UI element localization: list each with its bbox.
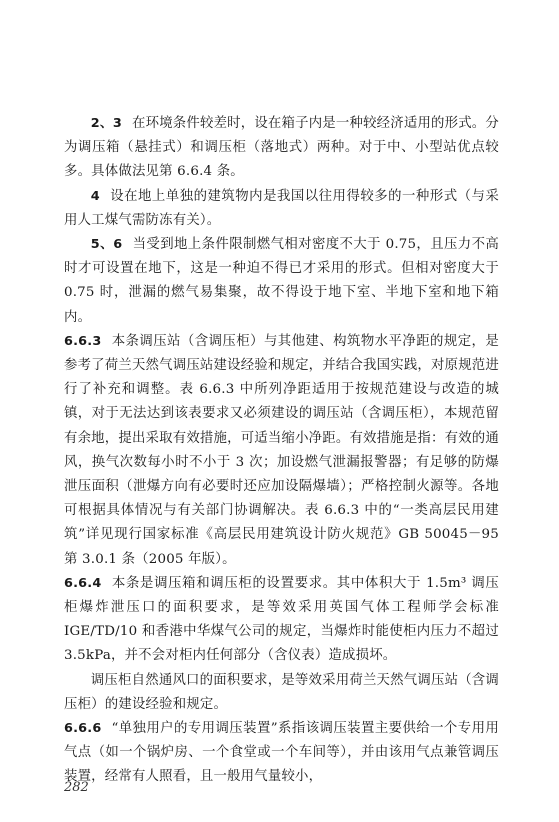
paragraph-6-6-4 (64, 572, 499, 669)
paragraph-text: 设在地上单独的建筑物内是我国以往用得较多的一种形式（与采用人工煤气需防冻有关）。 (64, 188, 499, 228)
paragraph-ventilation (64, 669, 499, 717)
paragraph-6-6-6 (64, 717, 499, 790)
paragraph-5-6 (64, 233, 499, 330)
paragraph-text: 在环境条件较差时，设在箱子内是一种较经济适用的形式。分为调压箱（悬挂式）和调压柜（落地式）两种。对于中、小型站优点较多。具体做法见第 6.6.4 条。 (64, 116, 499, 180)
paragraph-6-6-3 (64, 330, 499, 572)
paragraph-text: 当受到地上条件限制燃气相对密度不大于 0.75，且压力不高时才可设置在地下，这是一种迫不得已才采用的形式。但相对密度大于 0.75 时，泄漏的燃气易集聚，故不得设于地下室、半地下室和地下箱内。 (64, 237, 499, 325)
clause-label: 6.6.6 (64, 721, 102, 737)
paragraph-text: “单独用户的专用调压装置”系指该调压装置主要供给一个专用用气点（如一个锅炉房、一个食堂或一个车间等），并由该用气点兼管调压装置，经常有人照看，且一般用气量较小， (64, 721, 499, 785)
page-number: 282 (64, 780, 89, 795)
document-body (64, 112, 499, 790)
clause-label: 5、6 (90, 237, 123, 253)
paragraph-2-3 (64, 112, 499, 185)
paragraph-4 (64, 185, 499, 233)
clause-label: 6.6.3 (64, 333, 102, 349)
clause-label: 6.6.4 (64, 575, 102, 591)
paragraph-text: 本条调压站（含调压柜）与其他建、构筑物水平净距的规定，是参考了荷兰天然气调压站建设经验和规定，并结合我国实践，对原规范进行了补充和调整。表 6.6.3 中所列净距适用于按规范建设与改造的城镇，对于无法达到该表要求又必须建设的调压站（含调压柜），本规范留有余地，提出采取有效措施，可适当缩小净距。有效措施是指：有效的通风，换气次数每小时不小于 3 次；加设燃气泄漏报警器；有足够的防爆泄压面积（泄爆方向有必要时还应加设隔爆墙）；严格控制火源等。各地可根据具体情况与有关部门协调解决。表 6.6.3 中的“一类高层民用建筑”详见现行国家标准《高层民用建筑设计防火规范》GB 50045－95 第 3.0.1 条（2005 年版）。 (64, 333, 499, 567)
clause-label: 4 (90, 188, 100, 204)
paragraph-text: 调压柜自然通风口的面积要求，是等效采用荷兰天然气调压站（含调压柜）的建设经验和规定。 (64, 672, 499, 712)
paragraph-text: 本条是调压箱和调压柜的设置要求。其中体积大于 1.5m³ 调压柜爆炸泄压口的面积要求，是等效采用英国气体工程师学会标准 IGE/TD/10 和香港中华煤气公司的规定，当爆炸时能使柜内压力不超过 3.5kPa，并不会对柜内任何部分（含仪表）造成损坏。 (64, 575, 499, 664)
clause-label: 2、3 (90, 116, 123, 131)
